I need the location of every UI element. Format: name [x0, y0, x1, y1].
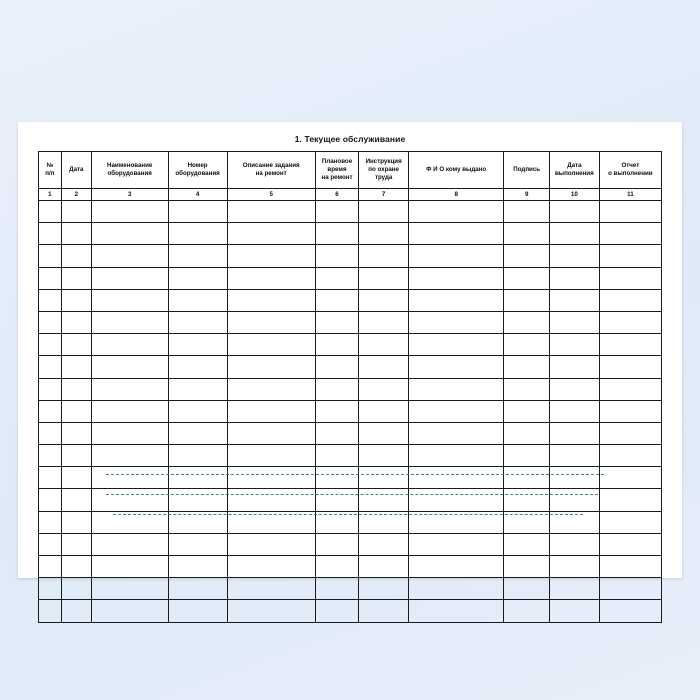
table-cell-empty[interactable] — [91, 311, 168, 333]
table-cell-empty[interactable] — [39, 511, 62, 533]
column-header-10-line-2: выполнения — [555, 170, 594, 177]
column-number-1: 1 — [39, 189, 62, 201]
table-cell-empty[interactable] — [409, 600, 504, 622]
table-cell-empty[interactable] — [359, 223, 409, 245]
table-cell-empty[interactable] — [315, 245, 359, 267]
table-row — [39, 267, 662, 289]
table-cell-empty[interactable] — [91, 334, 168, 356]
table-cell-empty[interactable] — [168, 467, 227, 489]
column-header-9-line-1: Подпись — [513, 166, 541, 174]
table-cell-empty[interactable] — [61, 245, 91, 267]
table-cell-empty[interactable] — [409, 267, 504, 289]
table-cell-empty[interactable] — [549, 600, 599, 622]
table-row — [39, 289, 662, 311]
column-header-2-line-1: Дата — [69, 166, 84, 174]
maintenance-journal-table — [38, 151, 662, 623]
table-cell-empty[interactable] — [168, 334, 227, 356]
table-cell-empty[interactable] — [504, 489, 550, 511]
table-cell-empty[interactable] — [227, 467, 315, 489]
table-cell-empty[interactable] — [39, 223, 62, 245]
table-cell-empty[interactable] — [61, 445, 91, 467]
table-cell-empty[interactable] — [91, 578, 168, 600]
table-cell-empty[interactable] — [91, 400, 168, 422]
table-cell-empty[interactable] — [91, 489, 168, 511]
column-header-1-line-1: № — [46, 162, 54, 170]
table-cell-empty[interactable] — [39, 311, 62, 333]
table-cell-empty[interactable] — [227, 267, 315, 289]
document-page — [18, 122, 682, 578]
table-cell-empty[interactable] — [168, 378, 227, 400]
column-header-6-line-2: время — [327, 166, 347, 174]
column-number-row — [39, 189, 662, 201]
table-cell-empty[interactable] — [409, 334, 504, 356]
column-header-1 — [39, 152, 62, 189]
table-cell-empty[interactable] — [549, 422, 599, 444]
table-cell-empty[interactable] — [61, 556, 91, 578]
table-cell-empty[interactable] — [315, 578, 359, 600]
table-cell-empty[interactable] — [39, 378, 62, 400]
table-cell-empty[interactable] — [227, 245, 315, 267]
table-cell-empty[interactable] — [227, 378, 315, 400]
table-cell-empty[interactable] — [39, 533, 62, 555]
table-cell-empty[interactable] — [315, 533, 359, 555]
table-cell-empty[interactable] — [168, 578, 227, 600]
column-header-10 — [549, 152, 599, 189]
table-row — [39, 378, 662, 400]
table-cell-empty[interactable] — [39, 201, 62, 223]
table-row — [39, 556, 662, 578]
column-number-5: 5 — [227, 189, 315, 201]
table-cell-empty[interactable] — [599, 311, 661, 333]
table-cell-empty[interactable] — [315, 201, 359, 223]
column-header-5 — [227, 152, 315, 189]
table-cell-empty[interactable] — [168, 533, 227, 555]
table-cell-empty[interactable] — [227, 578, 315, 600]
table-cell-empty[interactable] — [227, 201, 315, 223]
table-cell-empty[interactable] — [504, 201, 550, 223]
table-cell-empty[interactable] — [91, 467, 168, 489]
table-cell-empty[interactable] — [168, 289, 227, 311]
table-cell-empty[interactable] — [504, 422, 550, 444]
table-cell-empty[interactable] — [315, 556, 359, 578]
column-header-4-line-2: оборудования — [175, 170, 220, 177]
table-cell-empty[interactable] — [39, 489, 62, 511]
table-cell-empty[interactable] — [599, 201, 661, 223]
table-cell-empty[interactable] — [91, 378, 168, 400]
table-head — [39, 152, 662, 201]
column-header-10-line-1: Дата — [567, 162, 582, 170]
table-cell-empty[interactable] — [549, 578, 599, 600]
table-cell-empty[interactable] — [599, 245, 661, 267]
table-cell-empty[interactable] — [39, 578, 62, 600]
table-cell-empty[interactable] — [504, 600, 550, 622]
table-cell-empty[interactable] — [504, 378, 550, 400]
table-cell-empty[interactable] — [315, 445, 359, 467]
table-cell-empty[interactable] — [409, 489, 504, 511]
table-row — [39, 201, 662, 223]
column-number-8: 8 — [409, 189, 504, 201]
table-cell-empty[interactable] — [39, 600, 62, 622]
table-cell-empty[interactable] — [315, 289, 359, 311]
column-header-6 — [315, 152, 359, 189]
table-cell-empty[interactable] — [549, 267, 599, 289]
scan-artifact-dashed-line-1 — [106, 474, 604, 475]
column-number-7: 7 — [359, 189, 409, 201]
table-cell-empty[interactable] — [549, 467, 599, 489]
table-cell-empty[interactable] — [91, 556, 168, 578]
table-cell-empty[interactable] — [504, 533, 550, 555]
table-cell-empty[interactable] — [409, 201, 504, 223]
table-row — [39, 445, 662, 467]
column-header-11-line-1: Отчет — [621, 162, 640, 170]
table-cell-empty[interactable] — [91, 533, 168, 555]
table-cell-empty[interactable] — [91, 289, 168, 311]
table-row — [39, 356, 662, 378]
table-cell-empty[interactable] — [599, 489, 661, 511]
column-header-7 — [359, 152, 409, 189]
table-cell-empty[interactable] — [359, 356, 409, 378]
column-header-7-line-3: труда — [374, 173, 393, 181]
table-cell-empty[interactable] — [549, 289, 599, 311]
table-cell-empty[interactable] — [61, 578, 91, 600]
table-cell-empty[interactable] — [549, 533, 599, 555]
table-cell-empty[interactable] — [227, 289, 315, 311]
column-number-10: 10 — [549, 189, 599, 201]
table-row — [39, 223, 662, 245]
table-cell-empty[interactable] — [599, 223, 661, 245]
table-cell-empty[interactable] — [409, 223, 504, 245]
table-cell-empty[interactable] — [91, 201, 168, 223]
table-cell-empty[interactable] — [549, 356, 599, 378]
table-cell-empty[interactable] — [504, 467, 550, 489]
table-cell-empty[interactable] — [39, 267, 62, 289]
column-header-6-line-3: на ремонт — [321, 173, 353, 181]
table-cell-empty[interactable] — [227, 556, 315, 578]
column-header-9 — [504, 152, 550, 189]
column-header-1-line-2: п/п — [45, 170, 55, 177]
table-cell-empty[interactable] — [359, 201, 409, 223]
table-cell-empty[interactable] — [504, 445, 550, 467]
table-cell-empty[interactable] — [315, 223, 359, 245]
table-cell-empty[interactable] — [227, 334, 315, 356]
column-number-6: 6 — [315, 189, 359, 201]
table-cell-empty[interactable] — [61, 489, 91, 511]
column-header-5-line-1: Описание задания — [242, 162, 300, 170]
table-cell-empty[interactable] — [61, 223, 91, 245]
table-row — [39, 400, 662, 422]
table-cell-empty[interactable] — [168, 311, 227, 333]
column-header-5-line-2: на ремонт — [255, 170, 287, 177]
table-cell-empty[interactable] — [39, 422, 62, 444]
table-cell-empty[interactable] — [168, 245, 227, 267]
column-header-4-line-1: Номер — [187, 162, 208, 170]
table-cell-empty[interactable] — [61, 334, 91, 356]
table-cell-empty[interactable] — [227, 422, 315, 444]
table-cell-empty[interactable] — [61, 467, 91, 489]
table-row — [39, 467, 662, 489]
journal-table-container — [38, 151, 662, 623]
column-number-9: 9 — [504, 189, 550, 201]
table-cell-empty[interactable] — [599, 378, 661, 400]
table-cell-empty[interactable] — [39, 334, 62, 356]
table-cell-empty[interactable] — [315, 600, 359, 622]
table-cell-empty[interactable] — [504, 578, 550, 600]
table-cell-empty[interactable] — [409, 422, 504, 444]
column-header-8-line-1: Ф И О кому выдано — [426, 166, 487, 174]
table-cell-empty[interactable] — [359, 489, 409, 511]
table-cell-empty[interactable] — [315, 422, 359, 444]
table-cell-empty[interactable] — [91, 356, 168, 378]
table-cell-empty[interactable] — [61, 422, 91, 444]
table-cell-empty[interactable] — [168, 489, 227, 511]
column-header-6-line-1: Плановое — [321, 158, 353, 166]
table-cell-empty[interactable] — [91, 445, 168, 467]
table-cell-empty[interactable] — [168, 600, 227, 622]
table-cell-empty[interactable] — [504, 223, 550, 245]
table-body — [39, 201, 662, 623]
table-cell-empty[interactable] — [39, 445, 62, 467]
table-cell-empty[interactable] — [61, 511, 91, 533]
table-row — [39, 422, 662, 444]
table-cell-empty[interactable] — [168, 223, 227, 245]
table-cell-empty[interactable] — [168, 267, 227, 289]
table-cell-empty[interactable] — [599, 467, 661, 489]
table-cell-empty[interactable] — [168, 201, 227, 223]
table-row — [39, 245, 662, 267]
scan-artifact-dashed-line-2 — [106, 494, 598, 495]
table-cell-empty[interactable] — [61, 533, 91, 555]
table-cell-empty[interactable] — [549, 445, 599, 467]
table-cell-empty[interactable] — [91, 600, 168, 622]
table-cell-empty[interactable] — [315, 334, 359, 356]
column-header-7-line-2: по охране — [368, 166, 399, 174]
table-cell-empty[interactable] — [359, 289, 409, 311]
table-cell-empty[interactable] — [409, 400, 504, 422]
table-cell-empty[interactable] — [227, 533, 315, 555]
table-cell-empty[interactable] — [227, 445, 315, 467]
table-cell-empty[interactable] — [168, 556, 227, 578]
table-cell-empty[interactable] — [549, 489, 599, 511]
column-header-11 — [599, 152, 661, 189]
table-cell-empty[interactable] — [504, 245, 550, 267]
table-cell-empty[interactable] — [168, 356, 227, 378]
table-cell-empty[interactable] — [91, 267, 168, 289]
table-cell-empty[interactable] — [409, 245, 504, 267]
table-cell-empty[interactable] — [409, 578, 504, 600]
column-header-11-line-2: о выполнении — [608, 170, 653, 177]
table-cell-empty[interactable] — [504, 356, 550, 378]
table-cell-empty[interactable] — [315, 311, 359, 333]
column-header-3 — [91, 152, 168, 189]
table-cell-empty[interactable] — [359, 445, 409, 467]
scan-artifact-dashed-line-3 — [113, 514, 583, 515]
table-cell-empty[interactable] — [409, 556, 504, 578]
table-cell-empty[interactable] — [315, 267, 359, 289]
table-cell-empty[interactable] — [409, 311, 504, 333]
table-cell-empty[interactable] — [61, 267, 91, 289]
table-cell-empty[interactable] — [315, 400, 359, 422]
table-cell-empty[interactable] — [91, 223, 168, 245]
table-cell-empty[interactable] — [39, 356, 62, 378]
table-cell-empty[interactable] — [599, 422, 661, 444]
table-cell-empty[interactable] — [409, 356, 504, 378]
table-cell-empty[interactable] — [549, 334, 599, 356]
table-cell-empty[interactable] — [359, 600, 409, 622]
table-cell-empty[interactable] — [504, 289, 550, 311]
table-cell-empty[interactable] — [599, 356, 661, 378]
table-cell-empty[interactable] — [315, 489, 359, 511]
table-cell-empty[interactable] — [39, 556, 62, 578]
table-cell-empty[interactable] — [227, 223, 315, 245]
column-header-4 — [168, 152, 227, 189]
table-cell-empty[interactable] — [315, 467, 359, 489]
column-number-3: 3 — [91, 189, 168, 201]
table-row — [39, 600, 662, 622]
table-cell-empty[interactable] — [599, 556, 661, 578]
table-cell-empty[interactable] — [504, 334, 550, 356]
table-cell-empty[interactable] — [599, 445, 661, 467]
table-cell-empty[interactable] — [599, 511, 661, 533]
table-cell-empty[interactable] — [599, 267, 661, 289]
table-cell-empty[interactable] — [359, 245, 409, 267]
table-cell-empty[interactable] — [359, 400, 409, 422]
table-cell-empty[interactable] — [409, 378, 504, 400]
table-cell-empty[interactable] — [359, 467, 409, 489]
table-cell-empty[interactable] — [409, 445, 504, 467]
table-cell-empty[interactable] — [359, 422, 409, 444]
table-cell-empty[interactable] — [39, 245, 62, 267]
table-row — [39, 334, 662, 356]
table-row — [39, 489, 662, 511]
table-cell-empty[interactable] — [504, 400, 550, 422]
table-cell-empty[interactable] — [549, 223, 599, 245]
header-row — [39, 152, 662, 189]
table-cell-empty[interactable] — [409, 533, 504, 555]
table-cell-empty[interactable] — [549, 201, 599, 223]
table-row — [39, 311, 662, 333]
table-cell-empty[interactable] — [61, 600, 91, 622]
table-cell-empty[interactable] — [39, 400, 62, 422]
table-cell-empty[interactable] — [61, 378, 91, 400]
table-cell-empty[interactable] — [549, 245, 599, 267]
column-header-3-line-2: оборудования — [107, 170, 152, 177]
table-cell-empty[interactable] — [61, 201, 91, 223]
table-cell-empty[interactable] — [91, 245, 168, 267]
column-number-4: 4 — [168, 189, 227, 201]
table-cell-empty[interactable] — [504, 267, 550, 289]
table-cell-empty[interactable] — [168, 422, 227, 444]
table-cell-empty[interactable] — [409, 289, 504, 311]
table-cell-empty[interactable] — [359, 378, 409, 400]
table-cell-empty[interactable] — [549, 311, 599, 333]
column-header-2 — [61, 152, 91, 189]
table-cell-empty[interactable] — [227, 489, 315, 511]
table-cell-empty[interactable] — [599, 578, 661, 600]
table-cell-empty[interactable] — [504, 556, 550, 578]
column-number-11: 11 — [599, 189, 661, 201]
table-cell-empty[interactable] — [359, 334, 409, 356]
table-cell-empty[interactable] — [359, 578, 409, 600]
table-cell-empty[interactable] — [359, 311, 409, 333]
table-cell-empty[interactable] — [599, 533, 661, 555]
table-cell-empty[interactable] — [315, 378, 359, 400]
table-cell-empty[interactable] — [359, 556, 409, 578]
table-cell-empty[interactable] — [227, 311, 315, 333]
table-cell-empty[interactable] — [504, 311, 550, 333]
table-cell-empty[interactable] — [549, 378, 599, 400]
column-header-3-line-1: Наименование — [106, 162, 153, 170]
table-cell-empty[interactable] — [227, 356, 315, 378]
page-title: 1. Текущее обслуживание — [294, 134, 406, 144]
table-cell-empty[interactable] — [61, 311, 91, 333]
table-cell-empty[interactable] — [315, 356, 359, 378]
table-cell-empty[interactable] — [599, 600, 661, 622]
table-row — [39, 578, 662, 600]
table-cell-empty[interactable] — [168, 400, 227, 422]
table-cell-empty[interactable] — [549, 400, 599, 422]
table-cell-empty[interactable] — [61, 289, 91, 311]
table-cell-empty[interactable] — [549, 556, 599, 578]
table-cell-empty[interactable] — [409, 467, 504, 489]
column-header-7-line-1: Инструкция — [365, 158, 402, 166]
table-cell-empty[interactable] — [227, 400, 315, 422]
table-cell-empty[interactable] — [91, 422, 168, 444]
column-header-8 — [409, 152, 504, 189]
table-cell-empty[interactable] — [599, 289, 661, 311]
column-number-2: 2 — [61, 189, 91, 201]
table-cell-empty[interactable] — [61, 356, 91, 378]
table-row — [39, 533, 662, 555]
table-cell-empty[interactable] — [359, 267, 409, 289]
table-cell-empty[interactable] — [39, 467, 62, 489]
table-cell-empty[interactable] — [599, 334, 661, 356]
table-cell-empty[interactable] — [359, 533, 409, 555]
table-cell-empty[interactable] — [39, 289, 62, 311]
table-cell-empty[interactable] — [227, 600, 315, 622]
table-cell-empty[interactable] — [599, 400, 661, 422]
table-cell-empty[interactable] — [61, 400, 91, 422]
table-cell-empty[interactable] — [168, 445, 227, 467]
